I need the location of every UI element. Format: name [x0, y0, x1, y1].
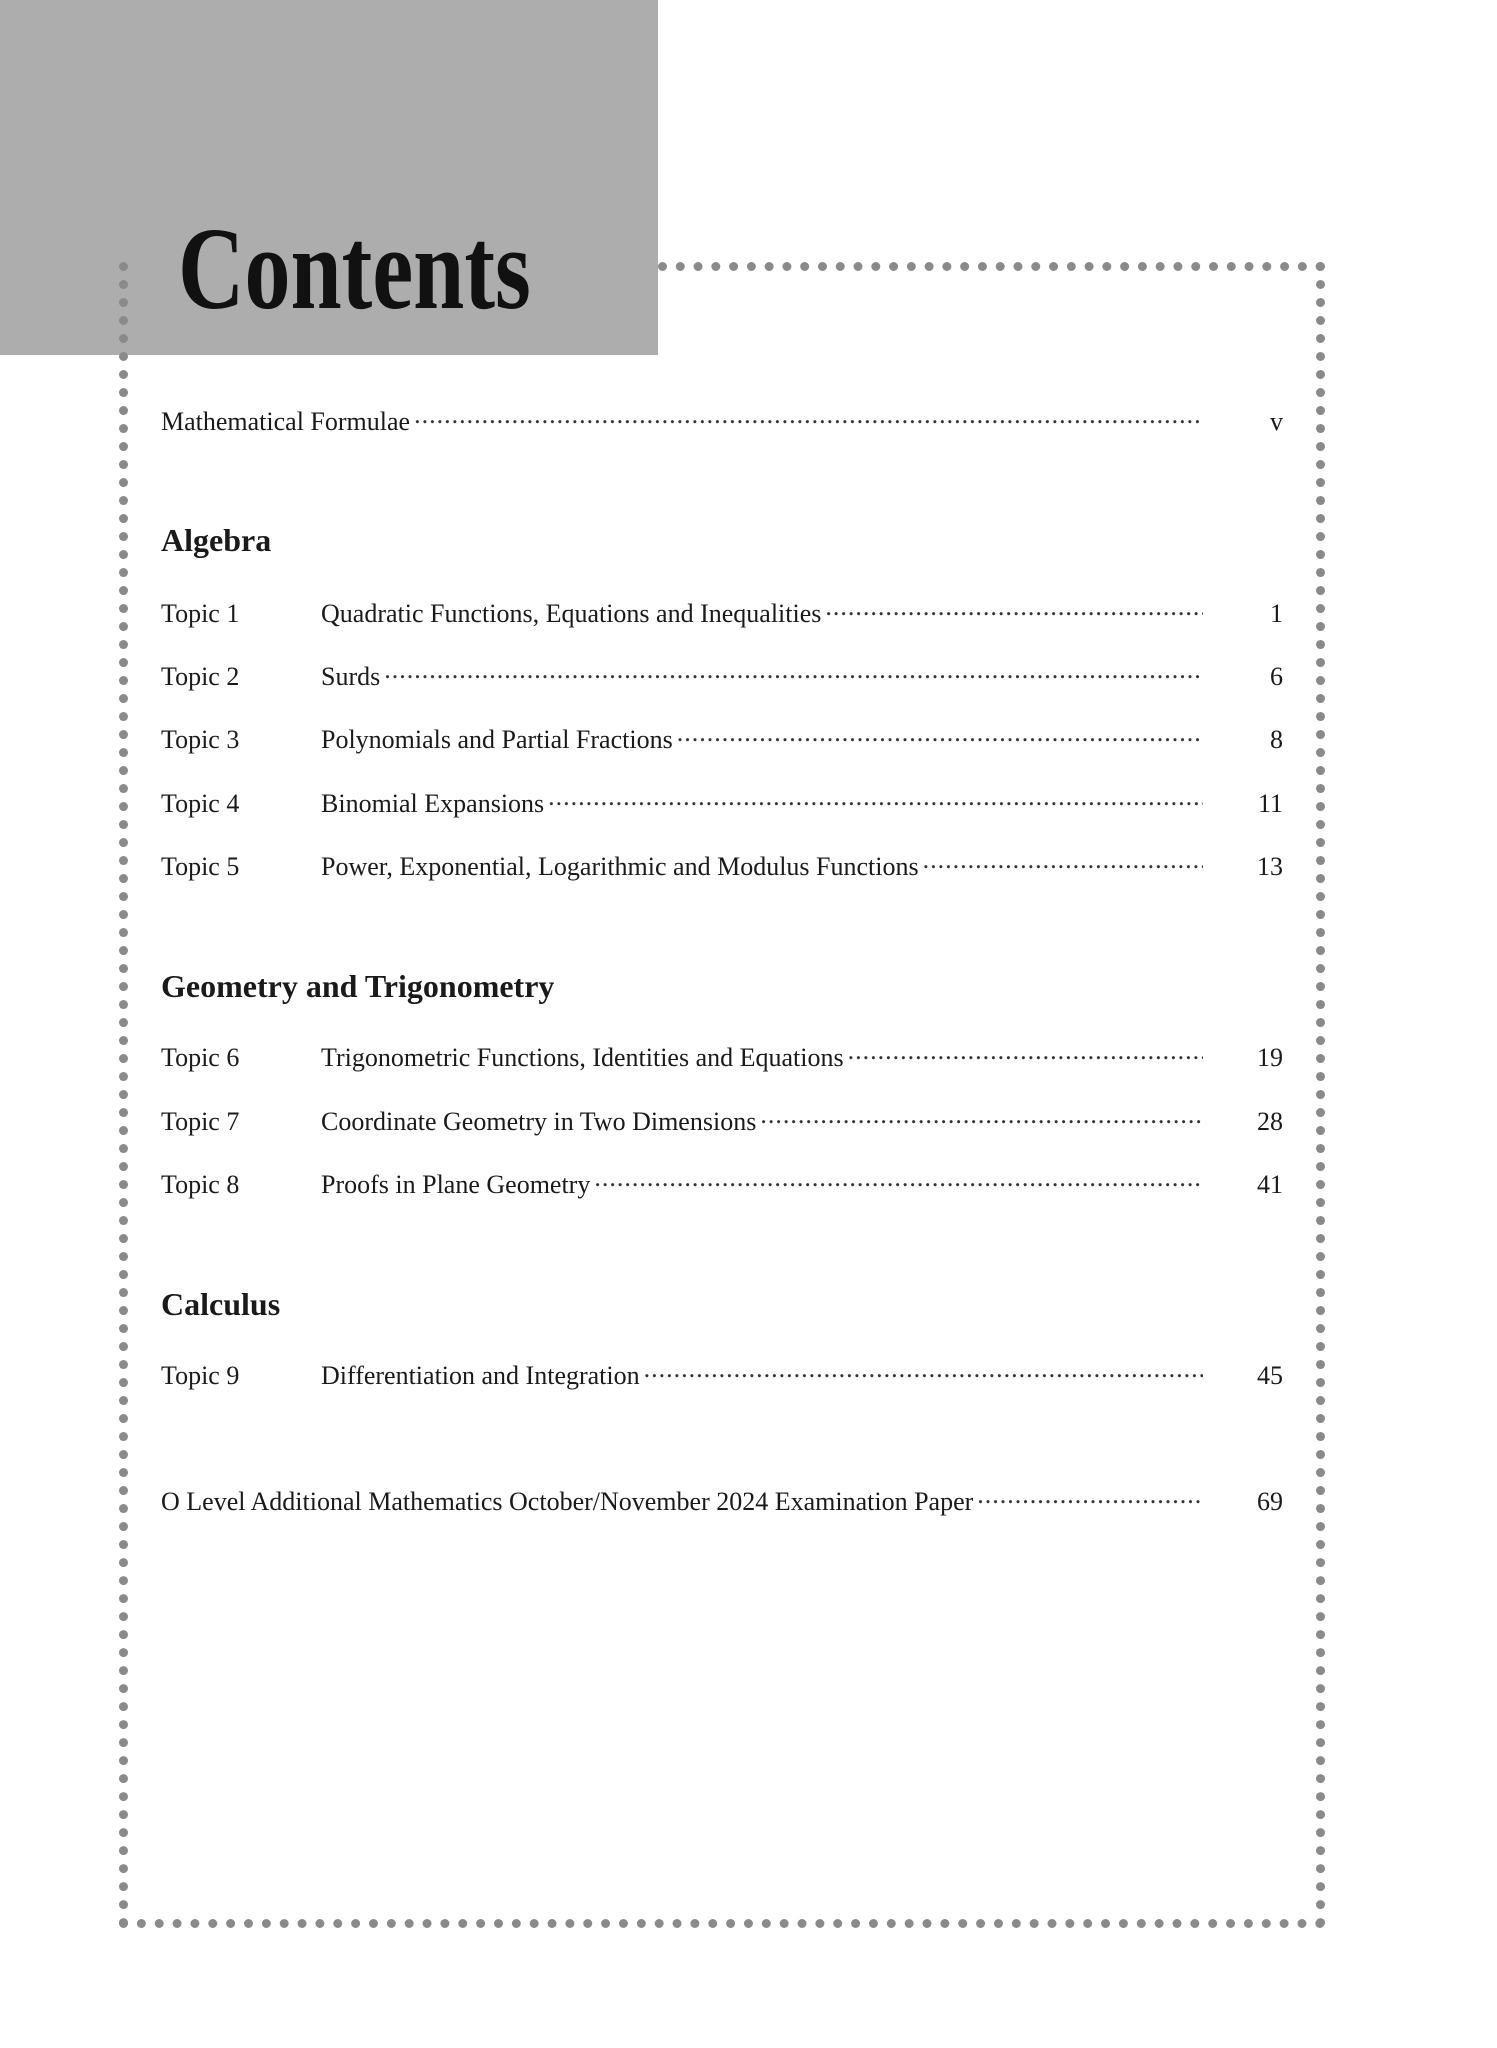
topic-label: Topic 1	[161, 599, 240, 628]
toc-entry-topic-1[interactable]	[161, 592, 1283, 632]
section-heading-calculus: Calculus	[161, 1286, 281, 1322]
page-number: 13	[1257, 852, 1283, 881]
dot-leader	[977, 1480, 1203, 1510]
toc-entry-topic-8[interactable]	[161, 1163, 1283, 1203]
entry-title: Binomial Expansions	[321, 789, 545, 818]
section-heading-geometry-trigonometry: Geometry and Trigonometry	[161, 968, 555, 1004]
toc-entry-topic-3[interactable]	[161, 718, 1283, 758]
toc-entry-exam-paper[interactable]	[161, 1480, 1283, 1520]
entry-title: Polynomials and Partial Fractions	[321, 725, 673, 754]
entry-title: O Level Additional Mathematics October/November 2024 Examination Paper	[161, 1487, 974, 1516]
page-number: 69	[1257, 1487, 1283, 1516]
entry-title: Proofs in Plane Geometry	[321, 1170, 591, 1199]
dot-leader	[848, 1036, 1203, 1066]
dot-leader	[644, 1354, 1203, 1384]
dot-leader	[923, 845, 1203, 875]
dot-leader	[677, 718, 1203, 748]
toc-entry-topic-6[interactable]	[161, 1036, 1283, 1076]
page-number: 8	[1270, 725, 1283, 754]
page-number: 19	[1257, 1043, 1283, 1072]
page-number: 6	[1270, 662, 1283, 691]
topic-label: Topic 3	[161, 725, 240, 754]
toc-entry-topic-7[interactable]	[161, 1100, 1283, 1140]
dot-leader	[760, 1100, 1203, 1130]
topic-label: Topic 2	[161, 662, 240, 691]
entry-title: Differentiation and Integration	[321, 1361, 640, 1390]
topic-label: Topic 9	[161, 1361, 240, 1390]
dot-leader	[384, 655, 1203, 685]
entry-title: Power, Exponential, Logarithmic and Modulus Functions	[321, 852, 919, 881]
page-number: 1	[1270, 599, 1283, 628]
topic-label: Topic 8	[161, 1170, 240, 1199]
entry-title: Trigonometric Functions, Identities and Equations	[321, 1043, 844, 1072]
section-heading-algebra: Algebra	[161, 522, 272, 558]
toc-entry-topic-4[interactable]	[161, 782, 1283, 822]
topic-label: Topic 4	[161, 789, 240, 818]
page-number: 28	[1257, 1107, 1283, 1136]
entry-title: Coordinate Geometry in Two Dimensions	[321, 1107, 757, 1136]
toc-entry-topic-2[interactable]	[161, 655, 1283, 695]
entry-title: Quadratic Functions, Equations and Inequalities	[321, 599, 822, 628]
dot-leader	[594, 1163, 1203, 1193]
dot-leader	[548, 782, 1203, 812]
topic-label: Topic 7	[161, 1107, 240, 1136]
page-number: 45	[1257, 1361, 1283, 1390]
dot-leader	[825, 592, 1203, 622]
toc-entry-topic-5[interactable]	[161, 845, 1283, 885]
page-title: Contents	[178, 203, 531, 334]
entry-title: Surds	[321, 662, 381, 691]
topic-label: Topic 6	[161, 1043, 240, 1072]
toc-entry-topic-9[interactable]	[161, 1354, 1283, 1394]
topic-label: Topic 5	[161, 852, 240, 881]
page-number: v	[1270, 407, 1283, 436]
entry-title: Mathematical Formulae	[161, 407, 411, 436]
page-number: 41	[1257, 1170, 1283, 1199]
contents-frame	[119, 262, 1325, 1928]
page-number: 11	[1257, 789, 1283, 818]
toc-entry-formulae[interactable]	[161, 400, 1283, 440]
dot-leader	[414, 400, 1203, 430]
